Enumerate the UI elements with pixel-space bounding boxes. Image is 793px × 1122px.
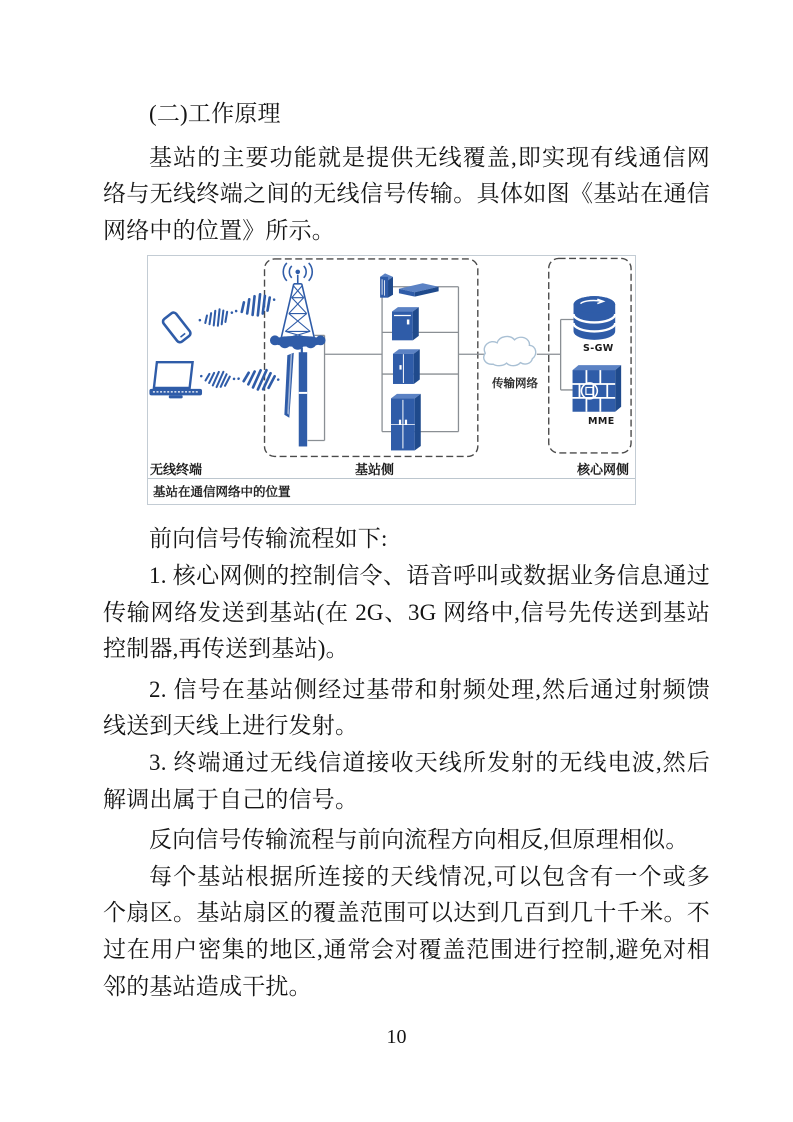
bbu-board-icon bbox=[380, 274, 393, 298]
region-label-core-network: 核心网侧 bbox=[577, 462, 630, 478]
sgw-database-icon bbox=[574, 297, 616, 341]
mme-icon bbox=[573, 365, 622, 412]
figure-caption: 基站在通信网络中的位置 bbox=[153, 485, 291, 500]
panel-antenna-icon bbox=[284, 348, 307, 447]
paragraph-step-2: 2. 信号在基站侧经过基带和射频处理,然后通过射频馈线送到天线上进行发射。 bbox=[103, 676, 710, 739]
rack-cabinet-icon bbox=[391, 394, 421, 451]
laptop-icon bbox=[149, 363, 202, 399]
sgw-label: S-GW bbox=[583, 343, 614, 355]
connector-lines bbox=[308, 287, 574, 441]
paragraph-step-3: 3. 终端通过无线信道接收天线所发射的无线电波,然后解调出属于自己的信号。 bbox=[103, 749, 710, 812]
paragraph-forward-flow-intro: 前向信号传输流程如下: bbox=[149, 526, 388, 552]
phone-signal-waves-icon bbox=[196, 293, 278, 329]
rru-cabinet-icon bbox=[393, 350, 420, 385]
region-label-wireless-terminal: 无线终端 bbox=[150, 462, 203, 478]
cloud-icon bbox=[484, 337, 536, 366]
figure-caption-divider bbox=[148, 478, 635, 479]
network-position-figure bbox=[147, 255, 636, 505]
section-heading: (二)工作原理 bbox=[149, 101, 281, 126]
bbu-cabinet-icon bbox=[392, 307, 419, 340]
paragraph-step-1: 1. 核心网侧的控制信令、语音呼叫或数据业务信息通过传输网络发送到基站(在 2G、3G 网络中,信号先传送到基站控制器,再传送到基站)。 bbox=[103, 562, 710, 662]
phone-icon bbox=[162, 312, 192, 344]
paragraph-intro: 基站的主要功能就是提供无线覆盖,即实现有线通信网络与无线终端之间的无线信号传输。具体如图《基站在通信网络中的位置》所示。 bbox=[103, 144, 710, 243]
radio-tower-icon bbox=[270, 263, 326, 350]
text-content bbox=[103, 96, 710, 1005]
mme-label: MME bbox=[588, 416, 615, 428]
switch-icon bbox=[399, 284, 439, 297]
region-label-base-station: 基站侧 bbox=[355, 462, 395, 478]
laptop-signal-waves-icon bbox=[199, 359, 281, 398]
page-number: 10 bbox=[386, 1026, 407, 1048]
paragraph-sectors-coverage: 每个基站根据所连接的天线情况,可以包含有一个或多个扇区。基站扇区的覆盖范围可以达到几百到几十千米。不过在用户密集的地区,通常会对覆盖范围进行控制,避免对相邻的基站造成干扰。 bbox=[103, 863, 710, 999]
transmission-network-label: 传输网络 bbox=[492, 378, 538, 391]
paragraph-reverse-flow: 反向信号传输流程与前向流程方向相反,但原理相似。 bbox=[149, 827, 689, 853]
